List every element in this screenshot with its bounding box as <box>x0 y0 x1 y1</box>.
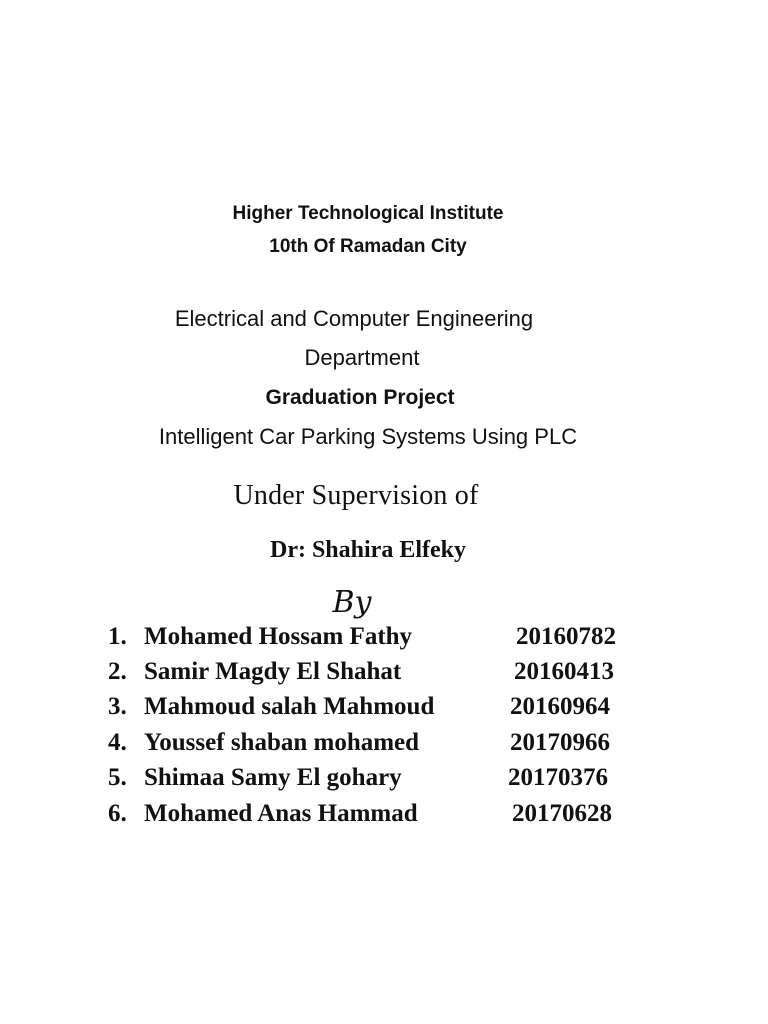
supervisor-name: Dr: Shahira Elfeky <box>269 537 466 563</box>
member-name: Mohamed Hossam Fathy <box>144 623 413 650</box>
member-number: 5. <box>108 764 127 791</box>
member-id: 20170628 <box>512 800 612 827</box>
member-name: Samir Magdy El Shahat <box>144 658 402 685</box>
member-id: 20170966 <box>510 729 610 756</box>
member-number: 3. <box>108 693 127 720</box>
member-number: 4. <box>108 729 127 756</box>
member-number: 2. <box>108 658 127 685</box>
member-id: 20170376 <box>508 764 608 791</box>
member-name: Youssef shaban mohamed <box>144 729 420 756</box>
member-id: 20160782 <box>516 623 616 650</box>
department-line-1: Electrical and Computer Engineering <box>174 306 534 331</box>
member-number: 6. <box>108 800 127 827</box>
member-id: 20160413 <box>514 658 614 685</box>
member-name: Mohamed Anas Hammad <box>144 800 418 827</box>
department-line-2: Department <box>304 345 420 370</box>
member-number: 1. <box>108 623 127 650</box>
city-name: 10th Of Ramadan City <box>269 236 467 257</box>
project-title: Intelligent Car Parking Systems Using PLC <box>158 424 578 449</box>
supervision-label: Under Supervision of <box>233 480 479 511</box>
member-id: 20160964 <box>510 693 610 720</box>
member-name: Mahmoud salah Mahmoud <box>144 693 435 720</box>
project-heading: Graduation Project <box>265 386 455 409</box>
institute-name: Higher Technological Institute <box>232 203 504 224</box>
member-name: Shimaa Samy El gohary <box>144 764 402 791</box>
by-label: By <box>332 585 372 620</box>
